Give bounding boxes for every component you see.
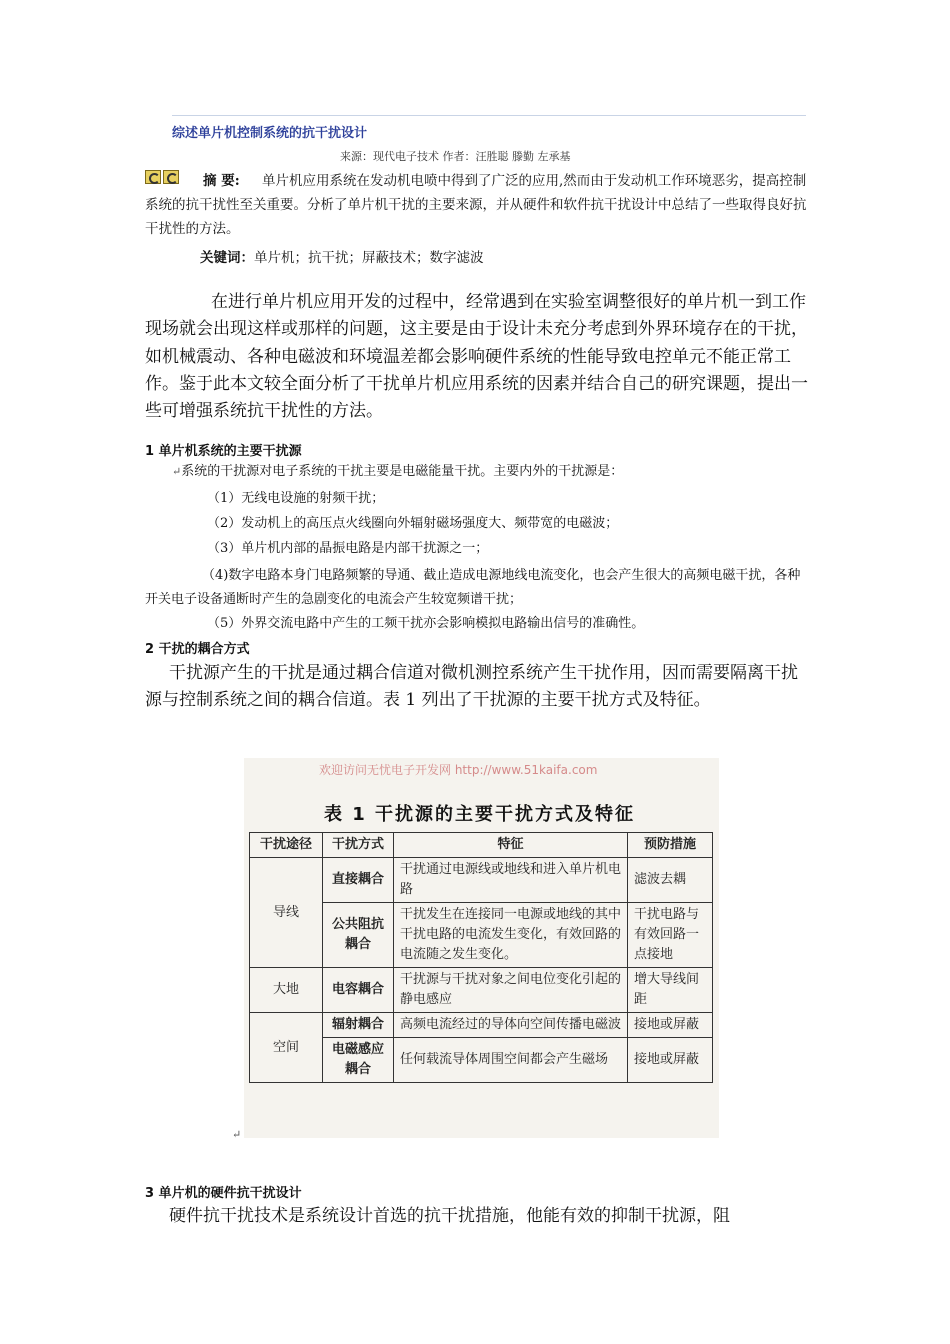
table-cell: 接地或屏蔽 <box>628 1038 713 1083</box>
article-source: 来源：现代电子技术 作者：汪胜聪 滕勤 左承基 <box>340 150 571 163</box>
table-caption: 表 1 干扰源的主要干扰方式及特征 <box>324 804 636 825</box>
keywords-text: 单片机；抗干扰；屏蔽技术；数字滤波 <box>254 250 484 266</box>
table-cell: 电容耦合 <box>323 968 394 1013</box>
table-header: 特征 <box>394 833 628 858</box>
table-row <box>250 858 713 903</box>
section1-heading: 1 单片机系统的主要干扰源 <box>145 444 302 459</box>
keywords-label: 关键词： <box>200 250 254 266</box>
article-title: 综述单片机控制系统的抗干扰设计 <box>172 126 368 141</box>
table-cell: 大地 <box>250 968 323 1013</box>
interference-table <box>249 832 713 1083</box>
table-header: 预防措施 <box>628 833 713 858</box>
table-row <box>250 968 713 1013</box>
table-cell: 高频电流经过的导体向空间传播电磁波 <box>394 1013 628 1038</box>
table-cell: 接地或屏蔽 <box>628 1013 713 1038</box>
table-header-row <box>250 833 713 858</box>
table-cell: 直接耦合 <box>323 858 394 903</box>
table-cell: 干扰源与干扰对象之间电位变化引起的静电感应 <box>394 968 628 1013</box>
table-image <box>244 758 719 1138</box>
section2-text: 干扰源产生的干扰是通过耦合信道对微机测控系统产生干扰作用，因而需要隔离干扰源与控制系统之间的耦合信道。表 1 列出了干扰源的主要干扰方式及特征。 <box>145 663 798 711</box>
abstract-text: 单片机应用系统在发动机电喷中得到了广泛的应用,然而由于发动机工作环境恶劣，提高控制系统的抗干扰性至关重要。分析了单片机干扰的主要来源，并从硬件和软件抗干扰设计中总结了一些取得良好抗干扰性的方法。 <box>145 173 807 237</box>
list-item: （1）无线电设施的射频干扰； <box>207 491 385 506</box>
list-item: （5）外界交流电路中产生的工频干扰亦会影响模拟电路输出信号的准确性。 <box>207 616 645 631</box>
table-header: 干扰途径 <box>250 833 323 858</box>
table-cell: 滤波去耦 <box>628 858 713 903</box>
table-cell: 辐射耦合 <box>323 1013 394 1038</box>
paragraph-mark: ↵ <box>232 1128 242 1141</box>
table-cell: 干扰通过电源线或地线和进入单片机电路 <box>394 858 628 903</box>
table-cell: 任何载流导体周围空间都会产生磁场 <box>394 1038 628 1083</box>
table-row <box>250 1013 713 1038</box>
table-cell: 导线 <box>250 858 323 968</box>
list-item: （2）发动机上的高压点火线圈向外辐射磁场强度大、频带宽的电磁波； <box>207 516 619 531</box>
section1-lead: ↵系统的干扰源对电子系统的干扰主要是电磁能量干扰。主要内外的干扰源是： <box>172 464 624 479</box>
watermark: 欢迎访问无忧电子开发网 http://www.51kaifa.com <box>319 763 598 777</box>
table-header: 干扰方式 <box>323 833 394 858</box>
section2-heading: 2 干扰的耦合方式 <box>145 642 250 657</box>
table-cell: 公共阻抗耦合 <box>323 903 394 968</box>
table-cell: 电磁感应耦合 <box>323 1038 394 1083</box>
list-item: （4)数字电路本身门电路频繁的导通、截止造成电源地线电流变化，也会产生很大的高频电磁干扰，各种开关电子设备通断时产生的急剧变化的电流会产生较宽频谱干扰； <box>145 568 801 607</box>
keywords <box>200 246 484 266</box>
table-cell: 干扰发生在连接同一电源或地线的其中干扰电路的电流发生变化，有效回路的电流随之发生变化。 <box>394 903 628 968</box>
table-cell: 增大导线间距 <box>628 968 713 1013</box>
table-cell: 空间 <box>250 1013 323 1083</box>
intro-paragraph: 在进行单片机应用开发的过程中，经常遇到在实验室调整很好的单片机一到工作现场就会出现这样或那样的问题，这主要是由于设计未充分考虑到外界环境存在的干扰，如机械震动、各种电磁波和环境温差都会影响硬件系统的性能导致电控单元不能正常工作。鉴于此本文较全面分析了干扰单片机应用系统的因素并结合自己的研究课题，提出一些可增强系统抗干扰性的方法。 <box>145 292 808 422</box>
section3-heading: 3 单片机的硬件抗干扰设计 <box>145 1186 302 1201</box>
header-rule <box>172 115 806 116</box>
abstract-label: 摘 要: <box>203 169 244 189</box>
table-cell: 干扰电路与有效回路一点接地 <box>628 903 713 968</box>
list-item: （3）单片机内部的晶振电路是内部干扰源之一； <box>207 541 489 556</box>
section3-text: 硬件抗干扰技术是系统设计首选的抗干扰措施，他能有效的抑制干扰源，阻 <box>169 1206 730 1226</box>
